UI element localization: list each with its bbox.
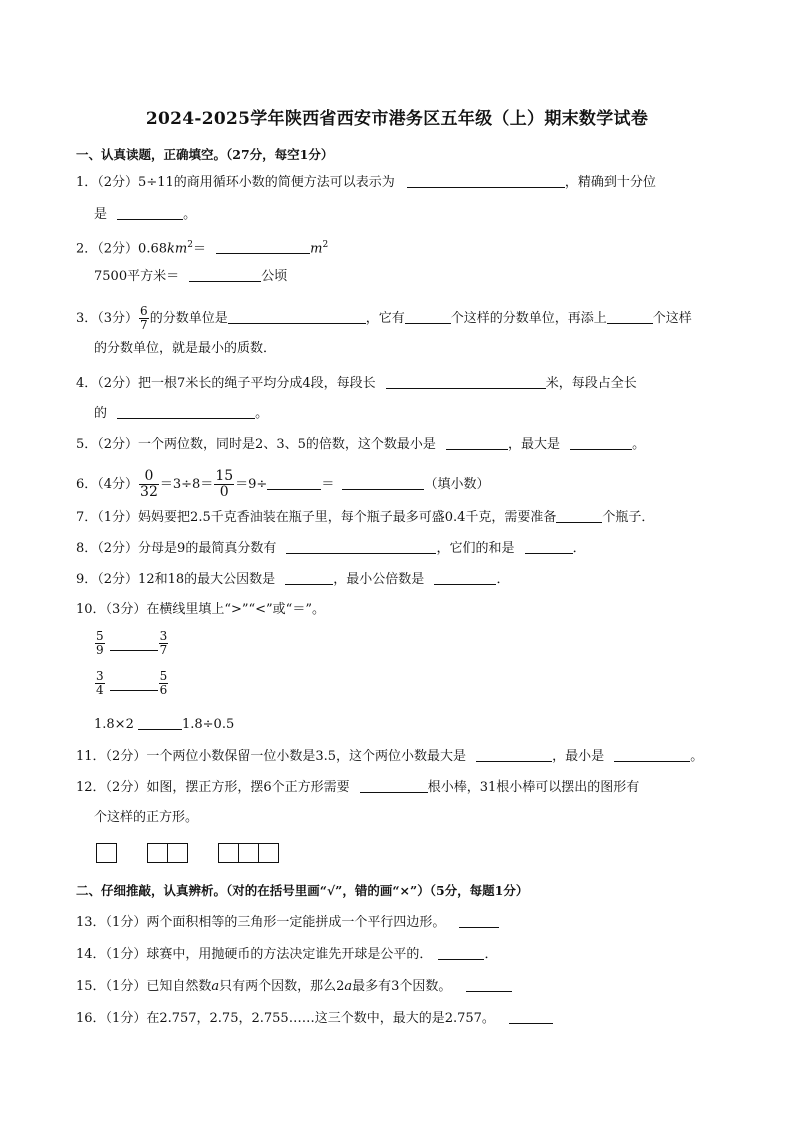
question-16: 16．（1分）在2.757，2.75，2.755……这三个数中，最大的是2.757。 — [76, 1009, 553, 1028]
fraction: $\frac{0}{32}$ — [140, 468, 158, 500]
answer-blank[interactable] — [386, 374, 546, 389]
square — [167, 843, 188, 863]
answer-blank[interactable] — [556, 508, 602, 523]
answer-blank[interactable] — [446, 435, 508, 450]
question-11: 11．（2分）一个两位小数保留一位小数是3.5，这个两位小数最大是 ，最小是 。 — [76, 749, 704, 764]
answer-blank[interactable] — [138, 715, 182, 730]
square-group-1 — [96, 843, 116, 863]
fraction: $\frac{15}{0}$ — [215, 468, 234, 500]
fraction: $\frac{3}{4}$ — [96, 669, 104, 697]
answer-blank[interactable] — [405, 309, 451, 324]
compare-row-1 — [94, 630, 169, 657]
compare-row-2 — [94, 670, 169, 697]
question-9: 9．（2分）12和18的最大公因数是 ，最小公倍数是 ． — [76, 572, 510, 587]
question-4: 4．（2分）把一根7米长的绳子平均分成4段，每段长 米，每段占全长 — [76, 376, 637, 391]
question-12-line2: 个这样的正方形。 — [94, 810, 199, 825]
answer-blank[interactable] — [110, 676, 158, 691]
answer-blank[interactable] — [285, 570, 333, 585]
answer-blank[interactable] — [286, 539, 436, 554]
answer-blank[interactable] — [570, 435, 632, 450]
question-3: 3．（3分） $\frac{6}{7}$ 的分数单位是 ，它有 个这样的分数单位，再添上 个这样 — [76, 304, 692, 332]
question-6: 6．（4分） $\frac{0}{32}$ ＝3÷8＝ $\frac{15}{0}$ ＝9÷ ＝ （填小数） — [76, 468, 490, 500]
answer-blank[interactable] — [525, 539, 573, 554]
square — [218, 843, 239, 863]
question-10: 10．（3分）在横线里填上“>”“<”或“＝”。 — [76, 602, 325, 617]
answer-blank[interactable] — [607, 309, 653, 324]
question-1: 1．（2分）5÷11的商用循环小数的简便方法可以表示为 ，精确到十分位 — [76, 175, 656, 190]
answer-blank[interactable] — [117, 205, 183, 220]
answer-blank[interactable] — [434, 570, 496, 585]
answer-blank[interactable] — [476, 747, 552, 762]
answer-blank[interactable] — [407, 173, 565, 188]
question-3-line2: 的分数单位，就是最小的质数． — [94, 341, 277, 356]
square — [258, 843, 279, 863]
question-1-continued: 是 。 — [94, 207, 197, 222]
square-group-2 — [147, 843, 187, 863]
question-13: 13．（1分）两个面积相等的三角形一定能拼成一个平行四边形。 — [76, 913, 499, 932]
question-2: 2．（2分）$0.68km^2= m^2$ — [76, 240, 329, 257]
answer-blank[interactable] — [189, 267, 261, 282]
answer-blank[interactable] — [360, 778, 428, 793]
question-4-continued: 的 。 — [94, 406, 269, 421]
fraction: $\frac{5}{6}$ — [159, 669, 168, 697]
question-7: 7．（1分）妈妈要把2.5千克香油装在瓶子里，每个瓶子最多可盛0.4千克，需要准备 个瓶子． — [76, 510, 655, 525]
answer-blank[interactable] — [438, 945, 484, 960]
square — [147, 843, 168, 863]
answer-blank[interactable] — [110, 636, 158, 651]
square — [96, 843, 117, 863]
fraction: $\frac{5}{9}$ — [96, 629, 104, 657]
answer-blank[interactable] — [342, 475, 424, 490]
answer-blank[interactable] — [267, 475, 321, 490]
square — [238, 843, 259, 863]
fraction: $\frac{3}{7}$ — [159, 629, 168, 657]
fraction: $\frac{6}{7}$ — [140, 304, 148, 332]
answer-blank[interactable] — [216, 239, 310, 254]
question-2-line2: 7500平方米＝ 公顷 — [94, 269, 288, 284]
section-heading-1: 一、认真读题，正确填空。（27分，每空1分） — [76, 147, 334, 162]
square-group-3 — [218, 843, 278, 863]
question-12: 12．（2分）如图，摆正方形，摆6个正方形需要 根小棒，31根小棒可以摆出的图形有 — [76, 780, 640, 795]
answer-blank[interactable] — [228, 309, 366, 324]
answer-blank[interactable] — [614, 747, 690, 762]
answer-blank[interactable] — [466, 977, 512, 992]
question-8: 8．（2分）分母是9的最简真分数有 ，它们的和是 ． — [76, 541, 586, 556]
question-14: 14．（1分）球赛中，用抛硬币的方法决定谁先开球是公平的． ． — [76, 947, 498, 962]
page-title: 2024-2025学年陕西省西安市港务区五年级（上）期末数学试卷 — [145, 109, 649, 129]
answer-blank[interactable] — [117, 404, 255, 419]
question-15: 15．（1分）已知自然数a只有两个因数，那么2a最多有3个因数。 — [76, 977, 512, 996]
section-heading-2: 二、仔细推敲，认真辨析。（对的在括号里画“√”，错的画“×”）（5分，每题1分） — [76, 883, 529, 898]
compare-row-3: 1.8×2 1.8÷0.5 — [94, 717, 235, 732]
answer-blank[interactable] — [459, 913, 499, 928]
question-5: 5．（2分）一个两位数，同时是2、3、5的倍数，这个数最小是 ，最大是 。 — [76, 437, 646, 452]
answer-blank[interactable] — [509, 1009, 553, 1024]
